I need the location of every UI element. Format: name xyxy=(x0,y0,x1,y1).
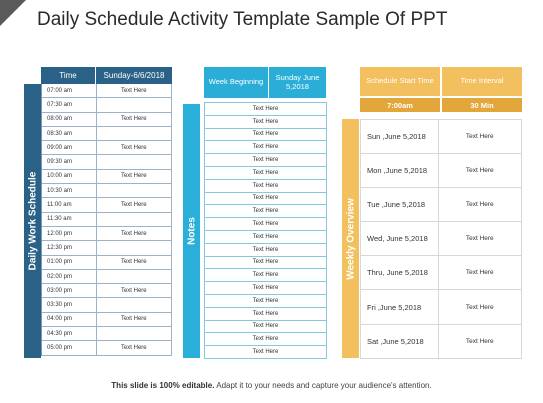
daily-schedule-header xyxy=(41,67,172,84)
table-row xyxy=(42,227,172,241)
schedule-cell[interactable]: Text Here xyxy=(97,141,172,154)
table-row xyxy=(205,295,327,308)
note-cell[interactable]: Text Here xyxy=(205,103,327,115)
schedule-start-time-label: Schedule Start Time xyxy=(360,67,440,96)
day-cell: Wed, June 5,2018 xyxy=(361,222,439,255)
day-cell: Tue ,June 5,2018 xyxy=(361,188,439,221)
note-cell[interactable]: Text Here xyxy=(205,231,327,243)
table-row xyxy=(42,341,172,355)
table-row xyxy=(205,129,327,142)
note-cell[interactable]: Text Here xyxy=(205,244,327,256)
table-row xyxy=(205,321,327,334)
side-label-text: Daily Work Schedule xyxy=(27,171,38,271)
table-row xyxy=(205,333,327,346)
table-row xyxy=(42,170,172,184)
schedule-cell[interactable]: Text Here xyxy=(97,256,172,269)
table-row xyxy=(205,282,327,295)
time-cell: 12:00 pm xyxy=(42,227,97,240)
time-cell: 12:30 pm xyxy=(42,241,97,254)
table-row xyxy=(42,155,172,169)
note-cell[interactable]: Text Here xyxy=(205,167,327,179)
schedule-cell[interactable]: Text Here xyxy=(97,227,172,240)
footer-note xyxy=(0,381,543,390)
daily-work-schedule-side-label xyxy=(24,84,41,358)
time-cell: 11:00 am xyxy=(42,198,97,211)
day-cell: Sun ,June 5,2018 xyxy=(361,120,439,153)
table-row xyxy=(42,241,172,255)
table-row xyxy=(205,154,327,167)
day-cell: Fri ,June 5,2018 xyxy=(361,290,439,323)
table-row xyxy=(42,113,172,127)
table-row xyxy=(361,290,522,324)
note-cell[interactable]: Text Here xyxy=(205,269,327,281)
note-cell[interactable]: Text Here xyxy=(205,295,327,307)
table-row xyxy=(205,180,327,193)
schedule-cell[interactable]: Text Here xyxy=(97,313,172,326)
side-label-text: Weekly Overview xyxy=(345,197,356,280)
note-cell[interactable]: Text Here xyxy=(205,193,327,205)
daily-schedule-table xyxy=(41,84,172,356)
note-cell[interactable]: Text Here xyxy=(205,116,327,128)
note-cell[interactable]: Text Here xyxy=(205,218,327,230)
schedule-cell[interactable]: Text Here xyxy=(97,198,172,211)
table-row xyxy=(205,269,327,282)
table-row xyxy=(361,120,522,154)
notes-header xyxy=(204,67,326,98)
table-row xyxy=(42,270,172,284)
table-row xyxy=(42,327,172,341)
note-cell[interactable]: Text Here xyxy=(205,346,327,358)
week-date-header: Sunday June 5,2018 xyxy=(269,67,326,98)
table-row xyxy=(42,98,172,112)
time-cell: 01:00 pm xyxy=(42,256,97,269)
time-cell: 10:30 am xyxy=(42,184,97,197)
table-row xyxy=(42,141,172,155)
time-cell: 07:00 am xyxy=(42,84,97,97)
note-cell[interactable]: Text Here xyxy=(205,333,327,345)
time-cell: 10:00 am xyxy=(42,170,97,183)
table-row xyxy=(361,188,522,222)
time-cell: 08:30 am xyxy=(42,127,97,140)
table-row xyxy=(205,346,327,359)
schedule-cell[interactable] xyxy=(97,184,172,197)
table-row xyxy=(361,325,522,359)
table-row xyxy=(205,167,327,180)
table-row xyxy=(42,256,172,270)
table-row xyxy=(205,218,327,231)
table-row xyxy=(205,116,327,129)
side-label-text: Notes xyxy=(186,217,197,245)
schedule-cell[interactable] xyxy=(97,241,172,254)
overview-cell[interactable]: Text Here xyxy=(439,120,522,153)
table-row xyxy=(42,198,172,212)
table-row xyxy=(42,313,172,327)
schedule-cell[interactable] xyxy=(97,98,172,111)
schedule-cell[interactable] xyxy=(97,155,172,168)
table-row xyxy=(42,127,172,141)
overview-cell[interactable]: Text Here xyxy=(439,188,522,221)
table-row xyxy=(205,231,327,244)
time-cell: 03:00 pm xyxy=(42,284,97,297)
schedule-cell[interactable] xyxy=(97,127,172,140)
notes-side-label xyxy=(183,104,200,358)
overview-cell[interactable]: Text Here xyxy=(439,256,522,289)
schedule-cell[interactable]: Text Here xyxy=(97,113,172,126)
time-interval-label: Time Interval xyxy=(442,67,522,96)
table-row xyxy=(205,141,327,154)
time-cell: 07:30 am xyxy=(42,98,97,111)
time-cell: 09:30 am xyxy=(42,155,97,168)
overview-cell[interactable]: Text Here xyxy=(439,325,522,358)
overview-cell[interactable]: Text Here xyxy=(439,290,522,323)
time-cell: 08:00 am xyxy=(42,113,97,126)
overview-cell[interactable]: Text Here xyxy=(439,154,522,187)
footer-rest: Adapt it to your needs and capture your audience's attention. xyxy=(214,381,432,390)
note-cell[interactable]: Text Here xyxy=(205,282,327,294)
week-beginning-header: Week Beginning xyxy=(204,67,269,98)
schedule-cell[interactable]: Text Here xyxy=(97,170,172,183)
time-cell: 04:30 pm xyxy=(42,327,97,340)
time-cell: 09:00 am xyxy=(42,141,97,154)
time-cell: 11:30 am xyxy=(42,213,97,226)
schedule-cell[interactable] xyxy=(97,327,172,340)
time-cell: 04:00 pm xyxy=(42,313,97,326)
table-row xyxy=(42,213,172,227)
time-cell: 02:00 pm xyxy=(42,270,97,283)
table-row xyxy=(205,193,327,206)
schedule-start-time-value: 7:00am xyxy=(360,98,440,112)
table-row xyxy=(361,222,522,256)
note-cell[interactable]: Text Here xyxy=(205,180,327,192)
schedule-cell[interactable]: Text Here xyxy=(97,284,172,297)
day-cell: Mon ,June 5,2018 xyxy=(361,154,439,187)
overview-cell[interactable]: Text Here xyxy=(439,222,522,255)
table-row xyxy=(361,154,522,188)
table-row xyxy=(42,284,172,298)
slide-title: Daily Schedule Activity Template Sample Of PPT xyxy=(37,9,448,30)
table-row xyxy=(205,244,327,257)
schedule-cell[interactable] xyxy=(97,298,172,311)
time-cell: 05:00 pm xyxy=(42,341,97,354)
day-cell: Sat ,June 5,2018 xyxy=(361,325,439,358)
table-row xyxy=(361,256,522,290)
schedule-cell[interactable] xyxy=(97,270,172,283)
notes-table xyxy=(204,102,327,359)
note-cell[interactable]: Text Here xyxy=(205,141,327,153)
day-cell: Thru, June 5,2018 xyxy=(361,256,439,289)
day-column-header: Sunday-6/6/2018 xyxy=(96,67,172,84)
footer-bold: This slide is 100% editable. xyxy=(111,381,215,390)
note-cell[interactable]: Text Here xyxy=(205,257,327,269)
time-column-header: Time xyxy=(41,67,96,84)
schedule-cell[interactable] xyxy=(97,213,172,226)
weekly-overview-side-label xyxy=(342,119,359,358)
corner-decoration xyxy=(0,0,26,26)
note-cell[interactable]: Text Here xyxy=(205,308,327,320)
table-row xyxy=(205,308,327,321)
table-row xyxy=(42,298,172,312)
note-cell[interactable]: Text Here xyxy=(205,205,327,217)
note-cell[interactable]: Text Here xyxy=(205,321,327,333)
schedule-cell[interactable]: Text Here xyxy=(97,341,172,354)
table-row xyxy=(205,103,327,116)
weekly-overview-table xyxy=(360,119,522,359)
schedule-cell[interactable]: Text Here xyxy=(97,84,172,97)
table-row xyxy=(205,257,327,270)
note-cell[interactable]: Text Here xyxy=(205,129,327,141)
time-cell: 03:30 pm xyxy=(42,298,97,311)
table-row xyxy=(42,84,172,98)
table-row xyxy=(42,184,172,198)
note-cell[interactable]: Text Here xyxy=(205,154,327,166)
time-interval-value: 30 Min xyxy=(442,98,522,112)
table-row xyxy=(205,205,327,218)
weekly-overview-header xyxy=(360,67,522,113)
